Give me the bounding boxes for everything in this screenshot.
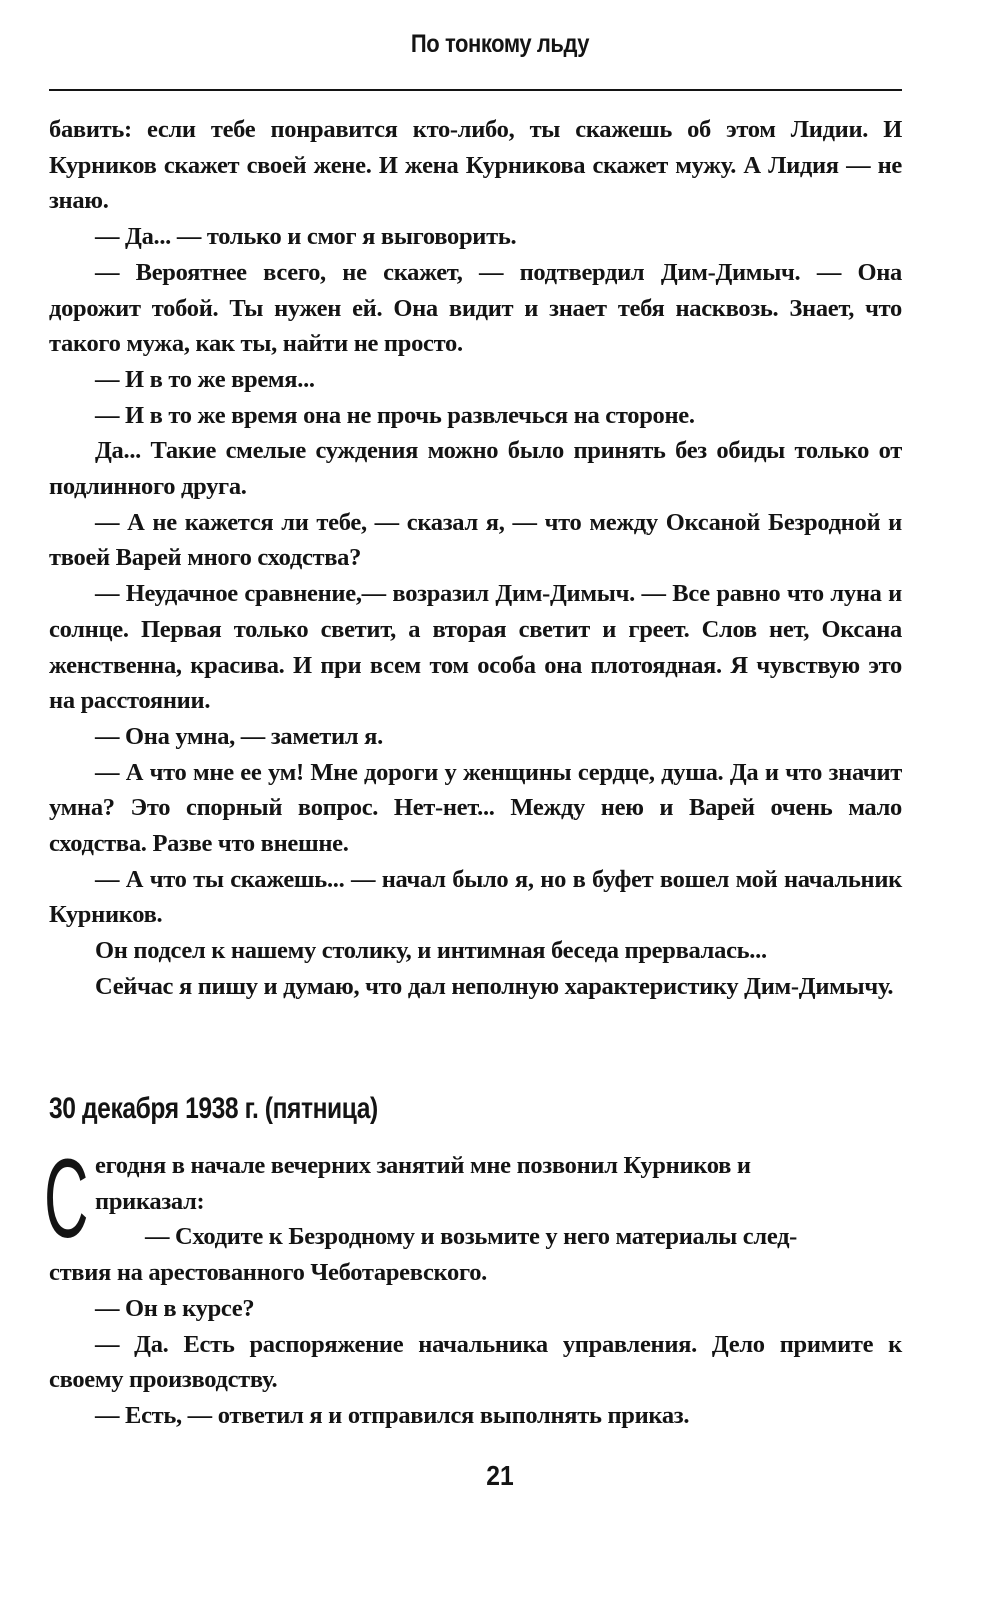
paragraph: Он подсел к нашему столику, и интимная беседа прервалась...	[95, 937, 767, 965]
paragraph: — А что мне ее ум! Мне дороги у женщины сердце, душа. Да и что значит умна? Это спорный вопрос. Нет-нет... Между нею и Варей очень мало сходства. Разве что внешне.	[49, 758, 902, 858]
paragraph: — Она умна, — заметил я.	[95, 722, 383, 750]
dropcap-line: — Сходите к Безродному и возьмите у него материалы след-	[145, 1223, 798, 1251]
paragraph: — Вероятнее всего, не скажет, — подтвердил Дим-Димыч. — Она дорожит тобой. Ты нужен ей. Она видит и знает тебя насквозь. Знает, что такого мужа, как ты, найти не просто.	[49, 258, 902, 358]
running-head: По тонкому льду	[410, 30, 590, 58]
section-date-heading: 30 декабря 1938 г. (пятница)	[49, 1092, 378, 1125]
paragraph: — Да. Есть распоряжение начальника управления. Дело примите к своему производству.	[49, 1330, 902, 1394]
dropcap-line: приказал:	[95, 1187, 205, 1215]
paragraph: — Да... — только и смог я выговорить.	[95, 223, 517, 251]
paragraph: — И в то же время она не прочь развлечься на стороне.	[95, 401, 695, 429]
body-text-top	[49, 112, 902, 1005]
paragraph: — Он в курсе?	[95, 1294, 255, 1322]
page-number: 21	[486, 1460, 514, 1491]
paragraph: — Неудачное сравнение,— возразил Дим-Димыч. — Все равно что луна и солнце. Первая только светит, а вторая светит и греет. Слов нет, Оксана женственна, красива. И при всем том особа она плотоядная. Я чувствую это на расстоянии.	[49, 580, 902, 715]
paragraph: — А что ты скажешь... — начал было я, но в буфет вошел мой начальник Курников.	[49, 865, 902, 929]
drop-cap: С	[44, 1136, 89, 1261]
header-rule	[49, 89, 902, 91]
dropcap-line: егодня в начале вечерних занятий мне позвонил Курников и	[95, 1152, 751, 1179]
paragraph: Сейчас я пишу и думаю, что дал неполную характеристику Дим-Димычу.	[95, 972, 894, 1000]
paragraph: — Есть, — ответил я и отправился выполнять приказ.	[95, 1401, 690, 1429]
paragraph: — И в то же время...	[95, 365, 315, 393]
body-text-bottom	[49, 1148, 902, 1434]
paragraph: бавить: если тебе понравится кто-либо, ты скажешь об этом Лидии. И Курников скажет своей жене. И жена Курникова скажет мужу. А Лидия — не знаю.	[49, 116, 902, 215]
paragraph: ствия на арестованного Чеботаревского.	[49, 1259, 487, 1287]
paragraph: — А не кажется ли тебе, — сказал я, — что между Оксаной Безродной и твоей Варей много сходства?	[49, 508, 902, 572]
paragraph: Да... Такие смелые суждения можно было принять без обиды только от подлинного друга.	[49, 437, 902, 501]
